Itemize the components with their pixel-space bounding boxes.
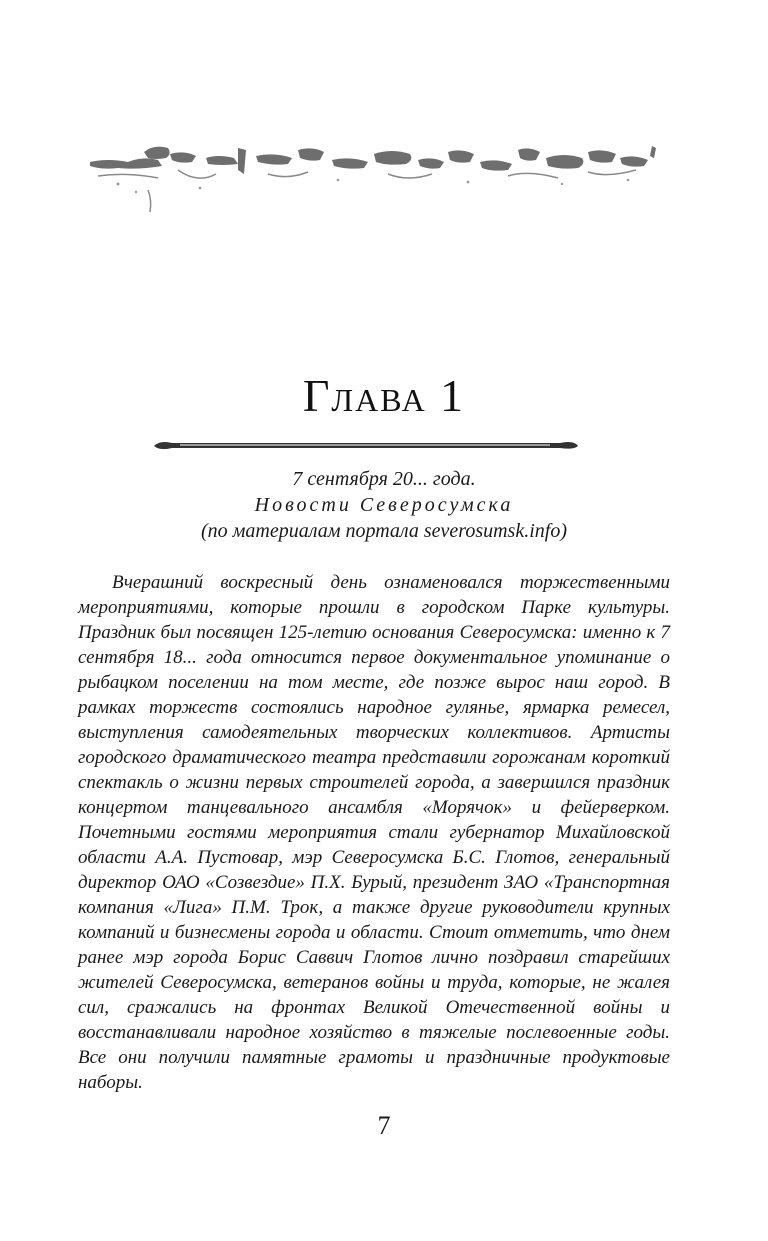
epigraph <box>0 466 768 544</box>
epigraph-source: Новости Северосумска <box>254 494 514 516</box>
title-divider <box>150 436 582 456</box>
epigraph-date: 7 сентября 20... года. <box>292 468 476 490</box>
epigraph-credit: (по материалам портала severosumsk.info) <box>201 520 567 542</box>
chapter-title: Глава 1 <box>302 370 466 421</box>
body-paragraph: Вчерашний воскресный день ознаменовался торжественными мероприятиями, которые прошли в городском Парке культуры. Праздник был посвящен 125-летию основания Северосумска: именно к 7 сентября 18... года относится первое документальное упоминание о рыбацком поселении на том месте, где позже вырос наш город. В рамках торжеств состоялись народное гулянье, ярмарка ремесел, выступления самодеятельных творческих коллективов. Артисты городского драматического театра представили горожанам короткий спектакль о жизни первых строителей города, а завершился праздник концертом танцевального ансамбля «Морячок» и фейерверком. Почетными гостями мероприятия стали губернатор Михайловской области А.А. Пустовар, мэр Северосумска Б.С. Глотов, генеральный директор ОАО «Созвездие» П.Х. Бурый, президент ЗАО «Транспортная компания «Лига» П.М. Трок, а также другие руководители крупных компаний и бизнесмены города и области. Стоит отметить, что днем ранее мэр города Борис Саввич Глотов лично поздравил старейших жителей Северосумска, ветеранов войны и труда, которые, не жалея сил, сражались на фронтах Великой Отечественной войны и восстанавливали народное хозяйство в тяжелые послевоенные годы. Все они получили памятные грамоты и праздничные продуктовые наборы. <box>78 572 670 1093</box>
decorative-ornament <box>88 140 660 220</box>
page-number: 7 <box>377 1111 391 1140</box>
